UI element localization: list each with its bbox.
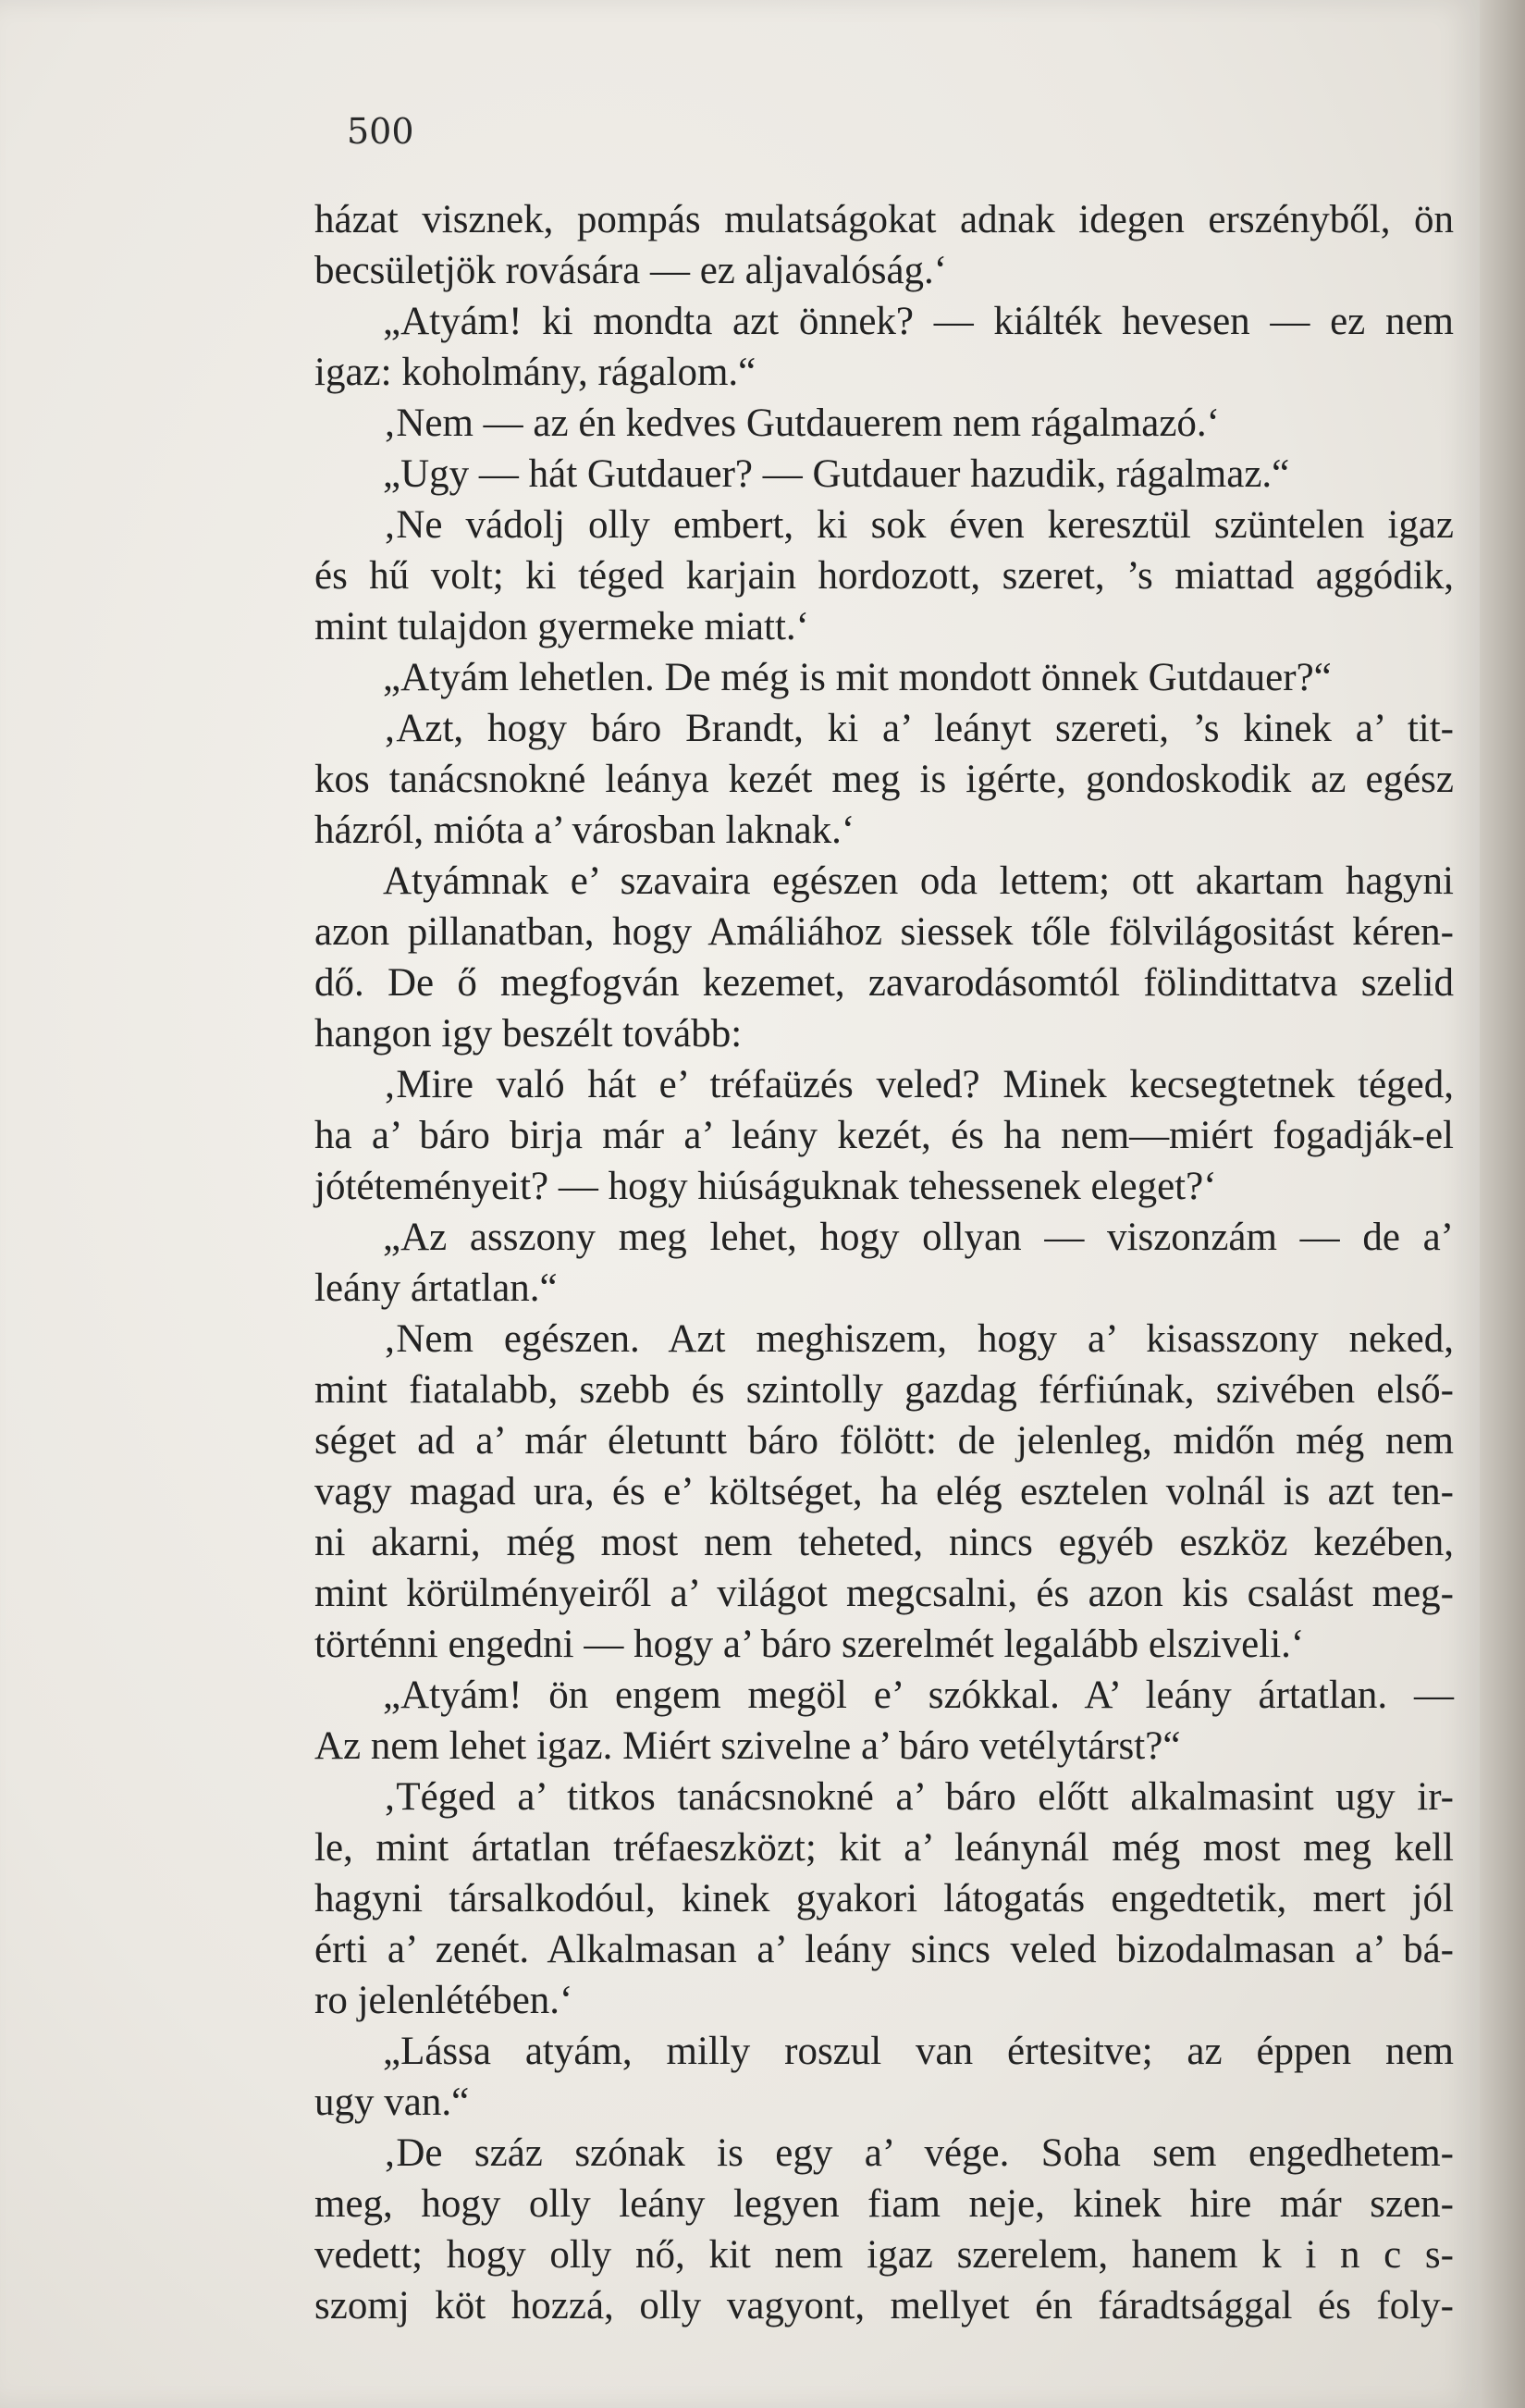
text-line: „Atyám lehetlen. De még is mit mondott önnek Gutdauer?“ <box>383 656 1332 699</box>
text-line: mint fiatalabb, szebb és szintolly gazdag férfiúnak, szivében első- <box>314 1368 1454 1412</box>
text-line: házat visznek, pompás mulatságokat adnak idegen erszényből, ön <box>314 198 1454 241</box>
text-line: le, mint ártatlan tréfaeszközt; kit a’ leánynál még most meg kell <box>314 1826 1454 1870</box>
text-line: hangon igy beszélt tovább: <box>314 1012 743 1056</box>
text-line: „Atyám! ki mondta azt önnek? — kiálték hevesen — ez nem <box>383 300 1454 343</box>
text-line: mint körülményeiről a’ világot megcsalni, és azon kis csalást meg- <box>314 1572 1454 1615</box>
text-line: ‚Nem — az én kedves Gutdauerem nem rágalmazó.‘ <box>383 401 1220 445</box>
text-line: érti a’ zenét. Alkalmasan a’ leány sincs veled bizodalmasan a’ bá- <box>314 1928 1454 1971</box>
text-line: szomj köt hozzá, olly vagyont, mellyet én fáradtsággal és foly- <box>314 2284 1454 2328</box>
text-line: igaz: koholmány, rágalom.“ <box>314 351 756 394</box>
text-line: ‚Ne vádolj olly embert, ki sok éven keresztül szüntelen igaz <box>383 503 1454 547</box>
text-line: meg, hogy olly leány legyen fiam neje, kinek hire már szen- <box>314 2182 1454 2226</box>
text-line: „Ugy — hát Gutdauer? — Gutdauer hazudik, rágalmaz.“ <box>383 452 1290 496</box>
text-line: vedett; hogy olly nő, kit nem igaz szerelem, hanem k i n c s- <box>314 2233 1454 2277</box>
text-line: azon pillanatban, hogy Amáliához siessek tőle fölvilágositást kéren- <box>314 910 1454 954</box>
text-line: „Lássa atyám, milly roszul van értesitve; az éppen nem <box>383 2030 1454 2073</box>
page-edge <box>1480 0 1525 2408</box>
text-line: ‚Nem egészen. Azt meghiszem, hogy a’ kisasszony neked, <box>383 1317 1454 1361</box>
text-line: becsületjök rovására — ez aljavalóság.‘ <box>314 249 948 292</box>
text-line: mint tulajdon gyermeke miatt.‘ <box>314 605 809 648</box>
text-line: Az nem lehet igaz. Miért szivelne a’ báro vetélytárst?“ <box>314 1724 1181 1768</box>
text-line: ha a’ báro birja már a’ leány kezét, és ha nem—miért fogadják-el <box>314 1114 1454 1157</box>
text-line: jótéteményeit? — hogy hiúságuknak tehessenek eleget?‘ <box>314 1165 1217 1208</box>
text-line: történni engedni — hogy a’ báro szerelmét legalább elsziveli.‘ <box>314 1623 1305 1666</box>
text-line: ‚Mire való hát e’ tréfaüzés veled? Minek kecsegtetnek téged, <box>383 1063 1454 1106</box>
text-line: hagyni társalkodóul, kinek gyakori látogatás engedtetik, mert jól <box>314 1877 1454 1920</box>
text-line: dő. De ő megfogván kezemet, zavarodásomtól fölindittatva szelid <box>314 961 1454 1005</box>
text-line: séget ad a’ már életuntt báro fölött: de jelenleg, midőn még nem <box>314 1419 1454 1463</box>
text-line: házról, mióta a’ városban laknak.‘ <box>314 809 855 852</box>
text-line: és hű volt; ki téged karjain hordozott, szeret, ’s miattad aggódik, <box>314 554 1454 598</box>
text-line: ro jelenlétében.‘ <box>314 1979 573 2022</box>
page-number: 500 <box>347 111 414 152</box>
body-text <box>314 194 1454 2331</box>
text-line: ‚De száz szónak is egy a’ vége. Soha sem engedhetem- <box>383 2131 1454 2175</box>
text-line: ni akarni, még most nem teheted, nincs egyéb eszköz kezében, <box>314 1521 1454 1564</box>
text-line: leány ártatlan.“ <box>314 1266 558 1310</box>
text-line: kos tanácsnokné leánya kezét meg is igérte, gondoskodik az egész <box>314 758 1454 801</box>
text-line: „Az asszony meg lehet, hogy ollyan — viszonzám — de a’ <box>383 1216 1454 1259</box>
text-line: ugy van.“ <box>314 2081 470 2124</box>
text-line: ‚Azt, hogy báro Brandt, ki a’ leányt szereti, ’s kinek a’ tit- <box>383 707 1454 750</box>
text-line: Atyámnak e’ szavaira egészen oda lettem; ott akartam hagyni <box>383 859 1454 903</box>
text-line: vagy magad ura, és e’ költséget, ha elég esztelen volnál is azt ten- <box>314 1470 1454 1513</box>
text-line: ‚Téged a’ titkos tanácsnokné a’ báro előtt alkalmasint ugy ir- <box>383 1775 1454 1819</box>
text-line: „Atyám! ön engem megöl e’ szókkal. A’ leány ártatlan. — <box>383 1673 1454 1717</box>
